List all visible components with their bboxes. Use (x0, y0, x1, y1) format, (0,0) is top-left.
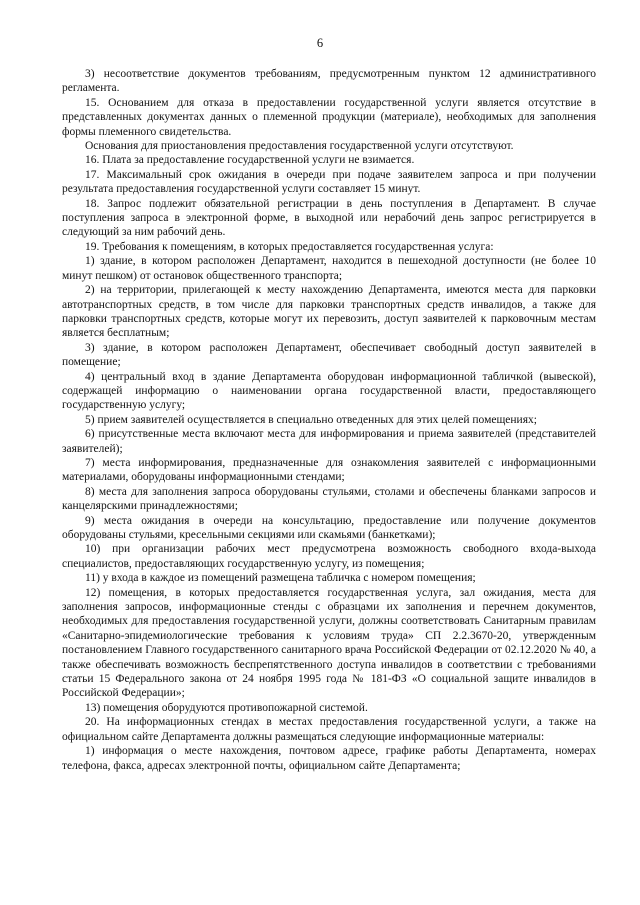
list-item-19-13: 13) помещения оборудуются противопожарной системой. (85, 701, 368, 714)
paragraph-19-premises-requirements: 19. Требования к помещениям, в которых предоставляется государственная услуга: (85, 240, 494, 253)
paragraph-20-info-stands: 20. На информационных стендах в местах предоставления государственной услуги, а также на официальном сайте Департамента должны размещаться следующие информационные материалы: (62, 716, 596, 743)
paragraph-17-waiting-time: 17. Максимальный срок ожидания в очереди при подаче заявителем запроса и при получении результата предоставления государственной услуги составляет 15 минут. (62, 168, 596, 196)
list-item-19-2: 2) на территории, прилегающей к месту нахождению Департамента, имеются места для парковки автотранспортных средств, в том числе для парковки транспортных средств инвалидов, а также для парковки транспортных средств, которые могут их перевозить, доступ заявителей к парковочным местам является бесплатным; (62, 284, 596, 340)
list-item-19-12: 12) помещения, в которых предоставляется государственная услуга, зал ожидания, места для заполнения запросов, информационные стенды с образцами их заполнения и перечнем документов, необходимых для предоставления государственной услуги, должны соответствовать Санитарным правилам «Санитарно-эпидемиологические требования к условиям труда» СП 2.2.3670-20, утвержденным постановлением Главного государственного санитарного врача Российской Федерации от 02.12.2020 № 40, а также обеспечивать возможность беспрепятственного доступа инвалидов в соответствии с требованиями статьи 15 Федерального закона от 24 ноября 1995 года № 181-ФЗ «О социальной защите инвалидов в Российской Федерации»; (62, 586, 596, 700)
list-item-19-1: 1) здание, в котором расположен Департамент, находится в пешеходной доступности (не более 10 минут пешком) от остановок общественного транспорта; (62, 255, 596, 282)
page-number: 6 (316, 36, 324, 50)
list-item-19-6: 6) присутственные места включают места для информирования и приема заявителей (представителей заявителей); (62, 428, 596, 455)
document-body (62, 67, 596, 773)
paragraph-item-3-inconsistency: 3) несоответствие документов требованиям, предусмотренным пунктом 12 административного регламента. (62, 68, 596, 95)
paragraph-suspension-grounds: Основания для приостановления предоставления государственной услуги отсутствуют. (85, 140, 514, 153)
list-item-19-5: 5) прием заявителей осуществляется в специально отведенных для этих целей помещениях; (85, 413, 537, 426)
list-item-19-9: 9) места ожидания в очереди на консультацию, предоставление или получение документов оборудованы стульями, кресельными секциями или скамьями (банкетками); (62, 514, 596, 541)
paragraph-15-refusal-grounds: 15. Основанием для отказа в предоставлении государственной услуги является отсутствие в представленных документах данных о племенной продукции (материале), необходимых для заполнения формы племенного свидетельства. (62, 96, 596, 138)
list-item-19-8: 8) места для заполнения запроса оборудованы стульями, столами и обеспечены бланками запросов и канцелярскими принадлежностями; (62, 485, 596, 513)
paragraph-16-fee: 16. Плата за предоставление государственной услуги не взимается. (85, 154, 415, 167)
list-item-19-4: 4) центральный вход в здание Департамента оборудован информационной табличкой (вывеской), содержащей информацию о наименовании органа государственной власти, предоставляющего государственную услугу; (62, 370, 596, 412)
list-item-20-1: 1) информация о месте нахождения, почтовом адресе, графике работы Департамента, номерах телефона, факса, адресах электронной почты, официальном сайте Департамента; (62, 745, 596, 772)
paragraph-18-registration: 18. Запрос подлежит обязательной регистрации в день поступления в Департамент. В случае поступления запроса в электронной форме, в выходной или нерабочий день запрос регистрируется в следующий за ним рабочий день. (62, 197, 596, 239)
list-item-19-11: 11) у входа в каждое из помещений размещена табличка с номером помещения; (85, 572, 476, 585)
list-item-19-7: 7) места информирования, предназначенные для ознакомления заявителей с информационными материалами, оборудованы информационными стендами; (62, 456, 596, 484)
list-item-19-10: 10) при организации рабочих мест предусмотрена возможность свободного входа-выхода специалистов, предоставляющих государственную услугу, из помещения; (62, 543, 596, 570)
list-item-19-3: 3) здание, в котором расположен Департамент, обеспечивает свободный доступ заявителей в помещение; (62, 341, 596, 369)
